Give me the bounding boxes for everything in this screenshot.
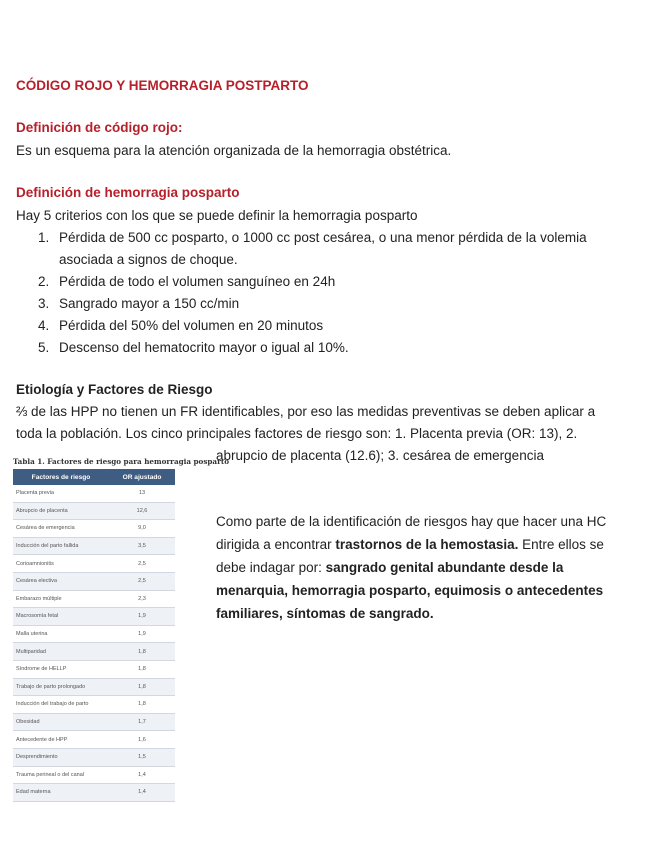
section-heading-etiologia: Etiología y Factores de Riesgo [16, 382, 213, 397]
risk-factor-or: 1,9 [109, 625, 175, 643]
etiologia-paragraph-cont: abrupcio de placenta (12.6); 3. cesárea de emergencia [216, 448, 544, 463]
risk-factor-name: Síndrome de HELLP [13, 660, 109, 678]
risk-factor-or: 1,4 [109, 766, 175, 784]
risk-factor-name: Cesárea electiva [13, 572, 109, 590]
table-caption: Tabla 1. Factores de riesgo para hemorragia posparto [13, 457, 229, 466]
risk-factor-or: 2,3 [109, 590, 175, 608]
table-row [13, 625, 175, 643]
table-row [13, 766, 175, 784]
table-row [13, 696, 175, 714]
risk-factor-name: Corioamnionitis [13, 555, 109, 573]
table-row [13, 502, 175, 520]
page-title: CÓDIGO ROJO Y HEMORRAGIA POSTPARTO [16, 78, 309, 93]
risk-factor-name: Cesárea de emergencia [13, 520, 109, 538]
criteria-item: 2. Pérdida de todo el volumen sanguíneo en 24h [53, 271, 643, 293]
risk-factor-name: Multiparidad [13, 643, 109, 661]
risk-factor-name: Embarazo múltiple [13, 590, 109, 608]
risk-factor-or: 1,8 [109, 678, 175, 696]
table-row [13, 678, 175, 696]
hemostasia-bold-b: trastornos de la hemostasia. [335, 537, 519, 552]
table-row [13, 748, 175, 766]
risk-factor-or: 1,9 [109, 608, 175, 626]
table-row [13, 555, 175, 573]
risk-factor-or: 1,6 [109, 731, 175, 749]
table-row [13, 643, 175, 661]
table-row [13, 608, 175, 626]
table-row [13, 590, 175, 608]
risk-factors-table-figure [13, 455, 229, 802]
criteria-item: 5. Descenso del hematocrito mayor o igual al 10%. [53, 337, 643, 359]
risk-factor-name: Placenta previa [13, 485, 109, 502]
risk-factor-name: Malla uterina [13, 625, 109, 643]
risk-factor-or: 1,4 [109, 784, 175, 802]
codigo-rojo-definition: Es un esquema para la atención organizada de la hemorragia obstétrica. [16, 143, 452, 158]
criteria-item: 1. Pérdida de 500 cc posparto, o 1000 cc post cesárea, o una menor pérdida de la volemia asociada a signos de choque. [53, 227, 643, 271]
risk-factor-or: 1,8 [109, 660, 175, 678]
risk-factor-or: 1,8 [109, 696, 175, 714]
risk-factor-or: 9,0 [109, 520, 175, 538]
risk-factor-name: Antecedente de HPP [13, 731, 109, 749]
risk-factor-name: Edad materna [13, 784, 109, 802]
table-row [13, 731, 175, 749]
criteria-list [16, 227, 643, 359]
hemostasia-paragraph [216, 510, 621, 625]
risk-factor-name: Inducción del trabajo de parto [13, 696, 109, 714]
criteria-item: 4. Pérdida del 50% del volumen en 20 minutos [53, 315, 643, 337]
hemostasia-text-c: Entre ellos se debe indagar por: [216, 537, 604, 575]
risk-factor-name: Inducción del parto fallida [13, 537, 109, 555]
risk-factor-or: 1,5 [109, 748, 175, 766]
table-row [13, 537, 175, 555]
section-heading-hemorragia: Definición de hemorragia posparto [16, 185, 240, 200]
hemostasia-text-a: Como parte de la identificación de riesgos hay que hacer una HC dirigida a encontrar [216, 514, 607, 552]
risk-factor-or: 1,7 [109, 713, 175, 731]
table-row [13, 660, 175, 678]
risk-factor-name: Trauma perineal o del canal [13, 766, 109, 784]
section-heading-codigo-rojo: Definición de código rojo: [16, 120, 183, 135]
criteria-intro: Hay 5 criterios con los que se puede definir la hemorragia posparto [16, 208, 418, 223]
hemostasia-bold-d: sangrado genital abundante desde la menarquia, hemorragia posparto, equimosis o antecedentes familiares, síntomas de sangrado. [216, 560, 604, 621]
criteria-item: 3. Sangrado mayor a 150 cc/min [53, 293, 643, 315]
risk-factor-name: Desprendimiento [13, 748, 109, 766]
risk-factor-or: 2,5 [109, 572, 175, 590]
etiologia-paragraph: ⅔ de las HPP no tienen un FR identificables, por eso las medidas preventivas se deben aplicar a toda la población. Los cinco principales factores de riesgo son: 1. Placenta previa (OR: 13), 2. [16, 404, 596, 441]
table-row [13, 713, 175, 731]
table-row [13, 784, 175, 802]
risk-factors-table [13, 469, 175, 802]
risk-factor-or: 1,8 [109, 643, 175, 661]
table-row [13, 572, 175, 590]
table-header-or: OR ajustado [109, 469, 175, 485]
risk-factor-name: Obesidad [13, 713, 109, 731]
risk-factor-name: Macrosomía fetal [13, 608, 109, 626]
table-row [13, 485, 175, 502]
risk-factor-or: 2,5 [109, 555, 175, 573]
table-header-factor: Factores de riesgo [13, 469, 109, 485]
table-row [13, 520, 175, 538]
risk-factor-name: Abrupcio de placenta [13, 502, 109, 520]
risk-factor-name: Trabajo de parto prolongado [13, 678, 109, 696]
risk-factor-or: 13 [109, 485, 175, 502]
risk-factor-or: 3,5 [109, 537, 175, 555]
risk-factor-or: 12,6 [109, 502, 175, 520]
